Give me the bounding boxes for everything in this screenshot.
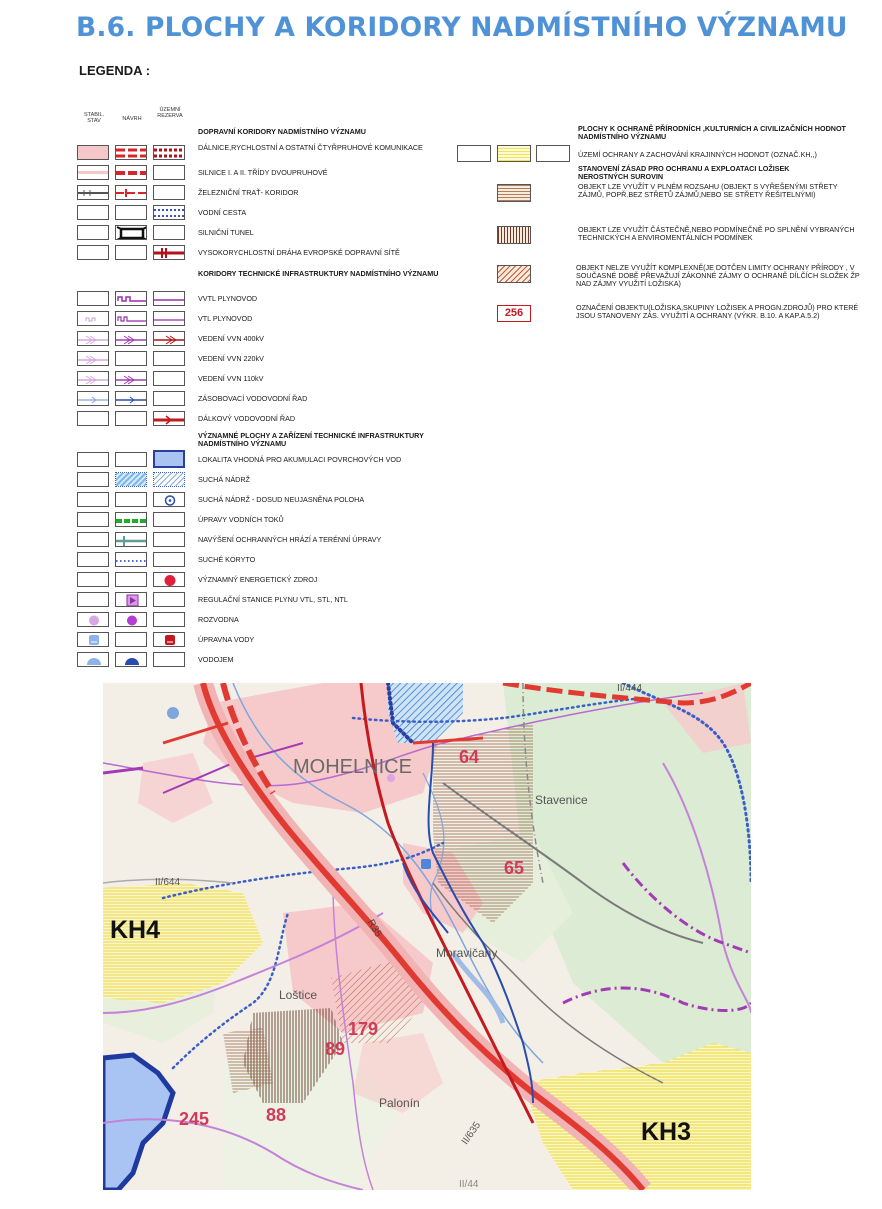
legend-symbol-substation-stable bbox=[77, 612, 109, 627]
legend-symbol-vvtl-stable bbox=[77, 291, 109, 306]
legend-symbol-highspeed-reserve bbox=[153, 245, 185, 260]
map-label-deposit-89: 89 bbox=[325, 1039, 346, 1059]
legend-label-gasreg: REGULAČNÍ STANICE PLYNU VTL, STL, NTL bbox=[198, 595, 348, 604]
legend-symbol-railway-reserve bbox=[153, 185, 185, 200]
legend-label-energy: VÝZNAMNÝ ENERGETICKÝ ZDROJ bbox=[198, 575, 318, 584]
legend-symbol-longwater-proposal bbox=[115, 411, 147, 426]
legend-symbol-waterres-stable bbox=[77, 652, 109, 667]
legend-label-waterway: VODNÍ CESTA bbox=[198, 208, 247, 217]
legend-label-highspeed: VYSOKORYCHLOSTNÍ DRÁHA EVROPSKÉ DOPRAVNÍ SÍTĚ bbox=[198, 248, 400, 257]
legend-symbol-energy-reserve bbox=[153, 572, 185, 587]
legend-symbol-partial-use bbox=[497, 226, 531, 244]
legend-symbol-road-reserve bbox=[153, 165, 185, 180]
legend-label-landscape: ÚZEMÍ OCHRANY A ZACHOVÁNÍ KRAJINNÝCH HODNOT (OZNAČ.KH,,) bbox=[578, 150, 817, 159]
legend-symbol-waterway-reserve bbox=[153, 205, 185, 220]
legend-symbol-gasreg-reserve bbox=[153, 592, 185, 607]
legend-label-full-use: OBJEKT LZE VYUŽÍT V PLNÉM ROZSAHU (OBJEKT S VYŘEŠENÝMI STŘETY ZÁJMŮ, POPŘ.BEZ STŘETŮ ZÁJMŮ,NEBO SE STŘETY ŘEŠITELNÝMI) bbox=[578, 182, 838, 199]
legend-symbol-drychannel-proposal bbox=[115, 552, 147, 567]
legend-symbol-substation-proposal bbox=[115, 612, 147, 627]
legend-symbol-treatment-proposal bbox=[115, 632, 147, 647]
legend-label-partial-use: OBJEKT LZE VYUŽÍT ČÁSTEČNĚ,NEBO PODMÍNEČNĚ PO SPLNĚNÍ VYBRANÝCH TECHNICKÝCH A ENVIROMENTÁLNÍCH PODMÍNEK bbox=[578, 225, 855, 242]
column-header-stable: STABIL. STAV bbox=[83, 112, 105, 124]
legend-label-vvn110: VEDENÍ VVN 110kV bbox=[198, 374, 264, 383]
legend-symbol-vvtl-proposal bbox=[115, 291, 147, 306]
map-label-deposit-64: 64 bbox=[459, 747, 480, 767]
legend-label-vtl: VTL PLYNOVOD bbox=[198, 314, 253, 323]
section-tech-areas: VÝZNAMNÉ PLOCHY A ZAŘÍZENÍ TECHNICKÉ INFRASTRUKTURY NADMÍSTNÍHO VÝZNAMU bbox=[198, 431, 424, 448]
legend-symbol-no-use bbox=[497, 265, 531, 283]
map-label-ii644: II/644 bbox=[155, 877, 181, 888]
legend-symbol-treatment-reserve bbox=[153, 632, 185, 647]
legend-symbol-vvtl-reserve bbox=[153, 291, 185, 306]
legend-symbol-treatment-stable bbox=[77, 632, 109, 647]
map-label-deposit-245: 245 bbox=[179, 1109, 210, 1129]
legend-label-no-use: OBJEKT NELZE VYUŽÍT KOMPLEXNĚ(JE DOTČEN LIMITY OCHRANY PŘÍRODY , V SOUČASNÉ DOBĚ PŘEVAŽUJÍ ZÁKONNÉ ZÁJMY O OCHRANĚ DÍLČÍCH SLOŽEK ŽP NAD ZÁJMY VYUŽITÍ LOŽISKA) bbox=[576, 263, 860, 288]
legend-symbol-tunnel-reserve bbox=[153, 225, 185, 240]
legend-symbol-railway-stable bbox=[77, 185, 109, 200]
legend-symbol-landscape-stable bbox=[457, 145, 491, 162]
map-label-deposit-88: 88 bbox=[266, 1105, 287, 1125]
legend-right-heading: PLOCHY K OCHRANĚ PŘÍRODNÍCH ,KULTURNÍCH A CIVILIZAČNÍCH HODNOT NADMÍSTNÍHO VÝZNAMU bbox=[578, 124, 846, 141]
legend-symbol-dryres2-proposal bbox=[115, 492, 147, 507]
legend-symbol-waterres-proposal bbox=[115, 652, 147, 667]
legend-symbol-waterway-stable bbox=[77, 205, 109, 220]
legend-symbol-tunnel-stable bbox=[77, 225, 109, 240]
legend-label-vvn400: VEDENÍ VVN 400kV bbox=[198, 334, 264, 343]
map-label-deposit-65: 65 bbox=[504, 858, 525, 878]
legend-symbol-tunnel-proposal bbox=[115, 225, 147, 240]
legend-symbol-watersupply-stable bbox=[77, 391, 109, 406]
legend-symbol-stream-stable bbox=[77, 512, 109, 527]
legend-label-vvtl: VVTL PLYNOVOD bbox=[198, 294, 258, 303]
legend-symbol-vvn400-stable bbox=[77, 331, 109, 346]
legend-symbol-full-use bbox=[497, 184, 531, 202]
legend-symbol-vvn220-stable bbox=[77, 351, 109, 366]
legend-label-code: OZNAČENÍ OBJEKTU(LOŽISKA,SKUPINY LOŽISEK A PROGN.ZDROJŮ) PRO KTERÉ JSOU STANOVENY ZÁS. VYUŽITÍ A OCHRANY (VÝKR. B.10. A KAP.A.5.2) bbox=[576, 303, 859, 320]
legend-label-longwater: DÁLKOVÝ VODOVODNÍ ŘAD bbox=[198, 414, 296, 423]
legend-symbol-landscape-proposal bbox=[497, 145, 531, 162]
legend-symbol-dryres-stable bbox=[77, 472, 109, 487]
legend-label-accumulation: LOKALITA VHODNÁ PRO AKUMULACI POVRCHOVÝCH VOD bbox=[198, 455, 402, 464]
legend-symbol-vvn220-proposal bbox=[115, 351, 147, 366]
legend-symbol-dryres-reserve bbox=[153, 472, 185, 487]
legend-symbol-gasreg-stable bbox=[77, 592, 109, 607]
legend-symbol-road-proposal bbox=[115, 165, 147, 180]
map-label-palonin: Palonín bbox=[379, 1096, 420, 1110]
legend-symbol-drychannel-stable bbox=[77, 552, 109, 567]
section-tech-infra: KORIDORY TECHNICKÉ INFRASTRUKTURY NADMÍSTNÍHO VÝZNAMU bbox=[198, 269, 439, 278]
legend-minerals-heading: STANOVENÍ ZÁSAD PRO OCHRANU A EXPLOATACI LOŽISEK NEROSTNÝCH SUROVIN bbox=[578, 164, 790, 181]
legend-heading: LEGENDA : bbox=[79, 63, 151, 78]
legend-symbol-dryres-proposal bbox=[115, 472, 147, 487]
legend-symbol-accumulation-reserve bbox=[153, 450, 185, 468]
legend-label-vvn220: VEDENÍ VVN 220kV bbox=[198, 354, 264, 363]
legend-symbol-stream-proposal bbox=[115, 512, 147, 527]
legend-symbol-substation-reserve bbox=[153, 612, 185, 627]
legend-symbol-gasreg-proposal bbox=[115, 592, 147, 607]
legend-symbol-vvn220-reserve bbox=[153, 351, 185, 366]
map-label-lostice: Loštice bbox=[279, 988, 318, 1002]
map-label-ii635: II/635 bbox=[459, 1120, 484, 1147]
legend-symbol-vvn400-reserve bbox=[153, 331, 185, 346]
legend-symbol-vtl-proposal bbox=[115, 311, 147, 326]
legend-label-road: SILNICE I. A II. TŘÍDY DVOUPRUHOVÉ bbox=[198, 168, 328, 177]
legend-symbol-energy-stable bbox=[77, 572, 109, 587]
legend-symbol-accumulation-proposal bbox=[115, 452, 147, 467]
page-title: B.6. PLOCHY A KORIDORY NADMÍSTNÍHO VÝZNAMU bbox=[76, 12, 848, 43]
column-header-proposal: NÁVRH bbox=[122, 116, 142, 122]
legend-symbol-dams-stable bbox=[77, 532, 109, 547]
legend-symbol-longwater-reserve bbox=[153, 411, 185, 426]
legend-symbol-motorway-stable bbox=[77, 145, 109, 160]
legend-label-dryres2: SUCHÁ NÁDRŽ - DOSUD NEUJASNĚNA POLOHA bbox=[198, 495, 365, 504]
legend-symbol-highspeed-proposal bbox=[115, 245, 147, 260]
legend-symbol-road-stable bbox=[77, 165, 109, 180]
map-label-moravicany: Moravičany bbox=[436, 946, 498, 960]
legend-symbol-waterres-reserve bbox=[153, 652, 185, 667]
map-label-r35: R35 bbox=[364, 917, 384, 940]
legend-symbol-energy-proposal bbox=[115, 572, 147, 587]
legend-symbol-motorway-reserve bbox=[153, 145, 185, 160]
legend-label-drychannel: SUCHÉ KORYTO bbox=[198, 555, 256, 564]
map-label-kh4: KH4 bbox=[110, 916, 161, 944]
legend-label-stream: ÚPRAVY VODNÍCH TOKŮ bbox=[198, 515, 284, 524]
legend-label-motorway: DÁLNICE,RYCHLOSTNÍ A OSTATNÍ ČTYŘPRUHOVÉ KOMUNIKACE bbox=[198, 143, 423, 152]
legend-label-railway: ŽELEZNIČNÍ TRAŤ- KORIDOR bbox=[198, 188, 299, 197]
legend-symbol-vvn110-stable bbox=[77, 371, 109, 386]
legend-symbol-dams-reserve bbox=[153, 532, 185, 547]
legend-symbol-accumulation-stable bbox=[77, 452, 109, 467]
legend-symbol-vvn400-proposal bbox=[115, 331, 147, 346]
legend-symbol-highspeed-stable bbox=[77, 245, 109, 260]
legend-label-waterres: VODOJEM bbox=[198, 655, 234, 664]
legend-label-watersupply: ZÁSOBOVACÍ VODOVODNÍ ŘAD bbox=[198, 394, 308, 403]
legend-symbol-motorway-proposal bbox=[115, 145, 147, 160]
legend-symbol-stream-reserve bbox=[153, 512, 185, 527]
legend-label-substation: ROZVODNA bbox=[198, 615, 239, 624]
section-transport: DOPRAVNÍ KORIDORY NADMÍSTNÍHO VÝZNAMU bbox=[198, 127, 366, 136]
legend-label-dryres: SUCHÁ NÁDRŽ bbox=[198, 475, 250, 484]
legend-symbol-dryres2-stable bbox=[77, 492, 109, 507]
legend-symbol-longwater-stable bbox=[77, 411, 109, 426]
legend-symbol-waterway-proposal bbox=[115, 205, 147, 220]
legend-symbol-landscape-reserve bbox=[536, 145, 570, 162]
legend-code-example: 256 bbox=[497, 305, 531, 322]
legend-symbol-dams-proposal bbox=[115, 532, 147, 547]
legend-symbol-railway-proposal bbox=[115, 185, 147, 200]
map-label-deposit-179: 179 bbox=[348, 1019, 379, 1039]
legend-symbol-vvn110-proposal bbox=[115, 371, 147, 386]
legend-label-tunnel: SILNIČNÍ TUNEL bbox=[198, 228, 254, 237]
map-label-stavenice: Stavenice bbox=[535, 793, 588, 807]
legend-symbol-drychannel-reserve bbox=[153, 552, 185, 567]
legend-symbol-dryres2-reserve bbox=[153, 492, 185, 507]
legend-symbol-vtl-reserve bbox=[153, 311, 185, 326]
legend-symbol-vtl-stable bbox=[77, 311, 109, 326]
legend-symbol-vvn110-reserve bbox=[153, 371, 185, 386]
legend-label-dams: NAVÝŠENÍ OCHRANNÝCH HRÁZÍ A TERÉNNÍ ÚPRAVY bbox=[198, 535, 382, 544]
map-label-kh3: KH3 bbox=[641, 1118, 692, 1146]
map-label-mohelnice: MOHELNICE bbox=[293, 756, 412, 778]
map-label-ii444: II/444 bbox=[617, 683, 643, 694]
legend-symbol-watersupply-proposal bbox=[115, 391, 147, 406]
legend-label-treatment: ÚPRAVNA VODY bbox=[198, 635, 255, 644]
column-header-reserve: ÚZEMNÍ REZERVA bbox=[157, 107, 183, 119]
map-panel[interactable] bbox=[103, 683, 751, 1190]
map-label-road-cut: II/44 bbox=[459, 1179, 479, 1190]
legend-symbol-watersupply-reserve bbox=[153, 391, 185, 406]
